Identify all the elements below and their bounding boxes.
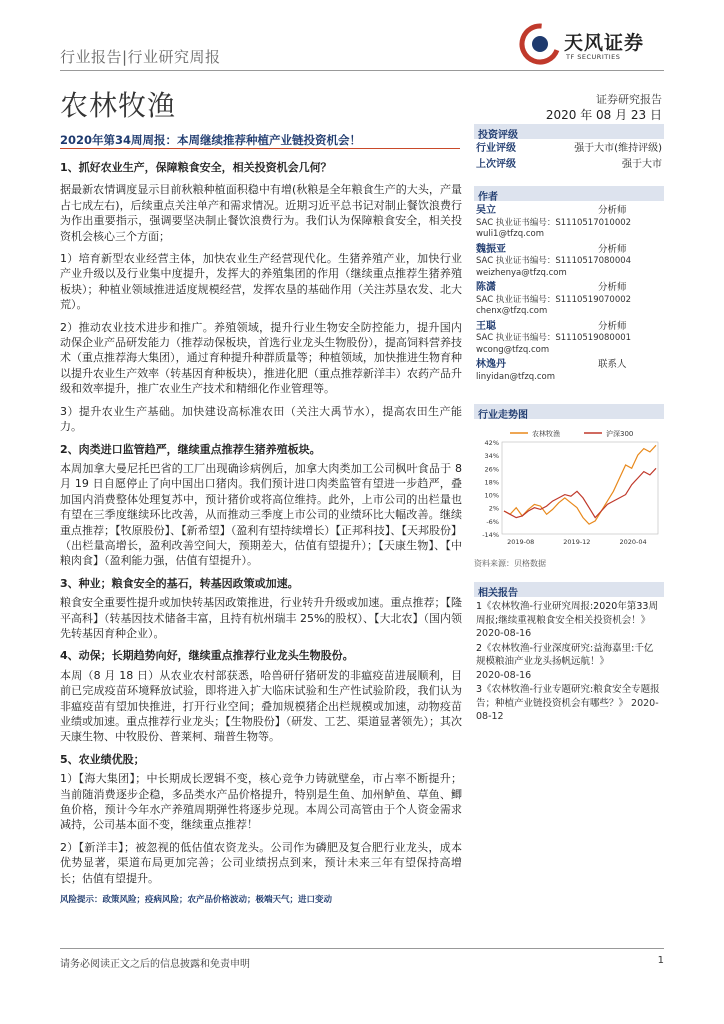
page-number: 1 bbox=[657, 955, 664, 966]
header-divider bbox=[60, 70, 664, 71]
paragraph: 1）培育新型农业经营主体，加快农业生产经营现代化。生猪养殖产业，加快行业产业升级以及行业集中度提升，发挥大的养殖集团的作用（继续重点推荐生猪养殖板块）；种植业领域推进适度规模经营，发挥农垦的基础作用（关注苏垦农发、北大荒）。 bbox=[60, 252, 462, 312]
author-name: 魏振亚 bbox=[476, 243, 506, 255]
prev-rating-row bbox=[474, 157, 664, 173]
legend-label: 农林牧渔 bbox=[532, 430, 560, 438]
paragraph: 3）提升农业生产基础。加快建设高标准农田（关注大禹节水），提高农田生产能力。 bbox=[60, 404, 462, 434]
industry-rating-value: 强于大市(维持评级) bbox=[574, 143, 662, 154]
footer-divider bbox=[60, 948, 664, 949]
author-name: 陈潇 bbox=[476, 282, 496, 293]
y-tick-label: 2% bbox=[488, 504, 499, 513]
main-body bbox=[60, 160, 462, 908]
chart-frame bbox=[502, 442, 658, 534]
industry-rating-label: 行业评级 bbox=[476, 143, 516, 154]
x-tick-label: 2020-04 bbox=[619, 538, 647, 546]
footer-disclaimer[interactable]: 请务必阅读正文之后的信息披露和免责申明 bbox=[60, 959, 250, 970]
paragraph: 2）推动农业技术进步和推广。养殖领域，提升行业生物安全防控能力，提升国内动保企业产品研发能力（推荐动保板块，首选行业龙头生物股份），提高饲料营养技术（重点推荐海大集团），通过育种提升种群质量等；种植领域，加快推进生物育种以提升农业生产效率（转基因育种板块），推进化肥（重点推荐新洋丰）农药产品升级和效率提升，推广农业生产技术和精细化作业管理等。 bbox=[60, 320, 462, 396]
author-list bbox=[474, 205, 664, 383]
author-entry bbox=[476, 244, 662, 280]
author-sac: SAC 执业证书编号：S1110517080004 bbox=[476, 256, 632, 266]
author-name: 吴立 bbox=[476, 205, 496, 216]
section-heading: 1、抓好农业生产，保障粮食安全，相关投资机会几何？ bbox=[60, 161, 332, 174]
author-entry bbox=[476, 282, 662, 318]
paragraph: 据最新农情调度显示目前秋粮种植面积稳中有增(秋粮是全年粮食生产的大头，产量占七成左右)，后续重点关注单产和需求情况。近期习近平总书记对制止餐饮浪费行为作出重要指示，强调要坚决制止餐饮浪费行为。我们认为保障粮食安全，相关投资机会核心三个方面； bbox=[60, 183, 462, 243]
author-role: 分析师 bbox=[598, 320, 627, 332]
related-report-title[interactable]: 3《农林牧渔-行业专题研究:粮食安全专题报告；种植产业链投资机会有哪些？》 bbox=[476, 684, 660, 709]
sector-title: 农林牧渔 bbox=[60, 89, 177, 122]
author-name: 王聪 bbox=[476, 320, 496, 332]
logo-text: 天风证券 bbox=[564, 32, 645, 54]
related-report-date: 2020-08-16 bbox=[476, 628, 532, 639]
rating-panel bbox=[474, 124, 664, 173]
related-report-title[interactable]: 1《农林牧渔-行业研究周报:2020年第33周周报;继续重视粮食安全相关投资机会！》 bbox=[476, 601, 658, 626]
logo-subtext: TF SECURITIES bbox=[566, 53, 621, 61]
related-report[interactable] bbox=[476, 642, 662, 683]
legend-label: 沪深300 bbox=[606, 430, 634, 438]
author-role: 联系人 bbox=[598, 359, 627, 370]
paragraph: 粮食安全重要性提升或加快转基因政策推进，行业转升升级或加速。重点推荐；【隆平高科】（转基因技术储备丰富，且持有杭州瑞丰 25%的股权）、【大北农】（国内领先转基因育种企业）。 bbox=[60, 596, 462, 640]
industry-trend-chart bbox=[478, 424, 664, 554]
y-tick-label: 10% bbox=[484, 491, 499, 500]
report-date: 2020 年 08 月 23 日 bbox=[545, 108, 662, 122]
author-role: 分析师 bbox=[598, 282, 627, 293]
section-heading: 4、动保；长期趋势向好，继续重点推荐行业龙头生物股份。 bbox=[60, 649, 354, 663]
related-report-title[interactable]: 2《农林牧渔-行业深度研究:益海嘉里:千亿规模粮油产业龙头扬帆远航！》 bbox=[476, 642, 654, 667]
y-tick-label: -6% bbox=[486, 517, 499, 526]
section-heading: 3、种业；粮食安全的基石，转基因政策或加速。 bbox=[60, 576, 299, 590]
author-email[interactable]: weizhenya@tfzq.com bbox=[476, 267, 567, 278]
report-title: 2020年第34周周报：本周继续推荐种植产业链投资机会！ bbox=[60, 132, 460, 149]
chart-source: 资料来源：贝格数据 bbox=[474, 559, 546, 568]
related-report[interactable] bbox=[476, 683, 662, 724]
related-heading: 相关报告 bbox=[474, 582, 664, 597]
trend-chart-svg bbox=[478, 424, 664, 554]
author-email[interactable]: linyidan@tfzq.com bbox=[476, 371, 556, 382]
report-category: 行业报告|行业研究周报 bbox=[60, 48, 221, 66]
x-tick-label: 2019-12 bbox=[563, 538, 591, 546]
section-heading: 2、肉类进口监管趋严，继续重点推荐生猪养殖板块。 bbox=[60, 442, 321, 456]
trend-heading: 行业走势图 bbox=[474, 404, 664, 419]
author-entry bbox=[476, 205, 662, 241]
paragraph: 本周加拿大曼尼托巴省的工厂出现确诊病例后，加拿大肉类加工公司枫叶食品于 8 月 19 日自愿停止了向中国出口猪肉。我们预计进口肉类监管有望进一步趋严，叠加国内消费整体处理复苏中，预计猪价或将高位维持。此外，上市公司的出栏量也有望在三季度继续环比改善，从而推动三季度上市公司的业绩环比大幅改善。继续重点推荐；【牧原股份】、【新希望】（盈利有望持续增长）【正邦科技】、【天邦股份】（出栏量高增长，盈利改善空间大，预期差大，估值有望提升）；【天康生物】、【中粮肉食】（盈利能力强，估值有望提升）。 bbox=[60, 461, 462, 568]
author-sac: SAC 执业证书编号：S1110517010002 bbox=[476, 217, 632, 228]
related-panel bbox=[474, 582, 664, 725]
author-role: 分析师 bbox=[598, 205, 627, 216]
y-tick-label: 18% bbox=[484, 478, 499, 487]
logo-icon bbox=[518, 22, 562, 66]
author-email[interactable]: chenx@tfzq.com bbox=[476, 306, 548, 316]
paragraph: 2）【新洋丰】；被忽视的低估值农资龙头。公司作为磷肥及复合肥行业龙头，成本优势显著，渠道布局更加完善；公司业绩拐点到来，预计未来三年有望保持高增长；估值有望提升。 bbox=[60, 840, 462, 885]
author-entry bbox=[476, 359, 662, 383]
related-report[interactable] bbox=[476, 600, 662, 641]
company-logo bbox=[518, 22, 666, 68]
author-name: 林逸丹 bbox=[476, 359, 506, 370]
risk-notice: 风险提示：政策风险；疫病风险；农产品价格波动；极端天气；进口变动 bbox=[60, 895, 333, 906]
paragraph: 1）【海大集团】；中长期成长逻辑不变，核心竞争力铸就壁垒，市占率不断提升；当前随消费逐步企稳，多品类水产品价格提升，特别是生鱼、加州鲈鱼、草鱼、鲫鱼价格，预计今年水产养殖周期弹性将逐步兑现。本周公司高管由于个人资金需求减持，公司基本面不变，继续重点推荐！ bbox=[60, 772, 462, 832]
prev-rating-label: 上次评级 bbox=[476, 159, 516, 170]
y-tick-label: 26% bbox=[484, 465, 499, 474]
industry-rating-row bbox=[474, 141, 664, 157]
author-email[interactable]: wcong@tfzq.com bbox=[476, 344, 550, 355]
author-email[interactable]: wuli1@tfzq.com bbox=[476, 229, 545, 239]
related-report-date: 2020-08-16 bbox=[476, 669, 532, 681]
author-sac: SAC 执业证书编号：S1110519080001 bbox=[476, 333, 632, 343]
y-tick-label: 42% bbox=[484, 439, 499, 447]
paragraph: 本周（8 月 18 日）从农业农村部获悉，哈兽研仔猪研发的非瘟疫苗进展顺利，目前已完成疫苗环境释放试验，即将进入扩大临床试验和生产性试验阶段，我们认为非瘟疫苗有望加快推进，打开行业空间；叠加规模猪企出栏规模或加速，动物疫苗业绩或加速。重点推荐行业龙头；【生物股份】（研发、工艺、渠道显著领先）；其次天康生物、中牧股份、普莱柯、瑞普生物等。 bbox=[60, 668, 462, 744]
authors-panel bbox=[474, 186, 664, 386]
y-tick-label: 34% bbox=[484, 452, 499, 461]
trend-panel bbox=[474, 404, 664, 419]
y-tick-label: -14% bbox=[482, 531, 499, 539]
x-tick-label: 2019-08 bbox=[507, 538, 535, 546]
related-report-date: 2020-08-12 bbox=[476, 697, 659, 722]
author-sac: SAC 执业证书编号：S1110519070002 bbox=[476, 294, 632, 305]
rating-heading: 投资评级 bbox=[474, 124, 664, 139]
section-heading: 5、农业绩优股； bbox=[60, 752, 145, 766]
prev-rating-value: 强于大市 bbox=[622, 159, 662, 170]
author-entry bbox=[476, 321, 662, 357]
author-role: 分析师 bbox=[598, 243, 627, 255]
related-list bbox=[474, 600, 664, 724]
authors-heading: 作者 bbox=[474, 186, 664, 201]
report-type: 证券研究报告 bbox=[596, 93, 662, 106]
